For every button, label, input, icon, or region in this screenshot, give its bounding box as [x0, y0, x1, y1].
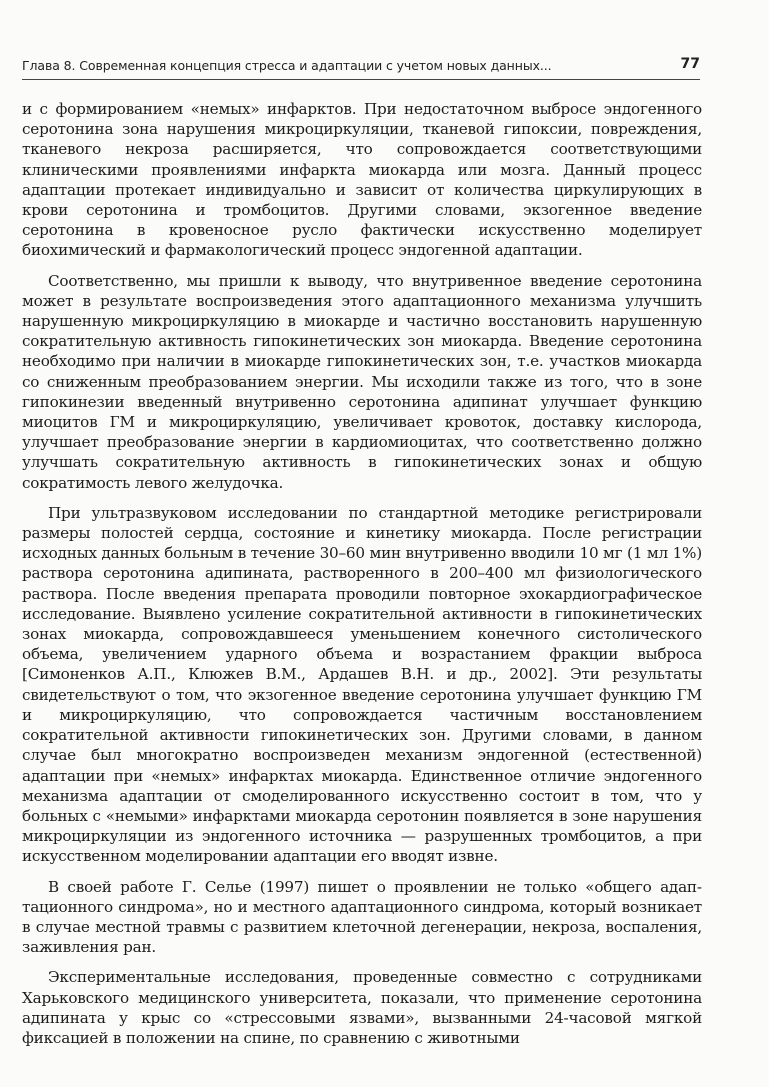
running-header: [22, 56, 700, 78]
paragraph-4: В своей работе Г. Селье (1997) пишет о проявлении не только «общего адаптационного синдрома», но и местного адаптационного синдрома, который возникает в случае местной травмы с развитием клеточной дегенерации, некроза, воспаления, заживления ран.: [22, 877, 702, 957]
body-text: [22, 99, 702, 1058]
paragraph-1: и с формированием «немых» инфарктов. При недостаточном выбросе эндогенного серотонина зона нарушения микроциркуляции, тканевой гипоксии, повреждения, тканевого некроза расширяется, что сопровождается соответствующими клиническими проявлениями инфаркта миокарда или мозга. Данный процесс адаптации протекает индивидуально и зависит от количества циркулирующих в крови серотонина и тромбоцитов. Другими словами, экзогенное введение серотонина в кровеносное русло фактически искусственно моделирует биохимический и фармакологический процесс эндогенной адаптации.: [22, 100, 702, 260]
paragraph-5: Экспериментальные исследования, проведенные совместно с сотрудниками Харьковского медицинского университета, показали, что применение серотонина адипината у крыс со «стрессовыми язвами», вызванными 24-часовой мягкой фиксацией в положении на спине, по сравнению с животными: [22, 968, 702, 1047]
chapter-title: Глава 8. Современная концепция стресса и адаптации с учетом новых данных...: [22, 58, 552, 73]
page-number: 77: [680, 56, 700, 72]
paragraph-2: Соответственно, мы пришли к выводу, что внутривенное введение серотонина может в результате воспроизведения этого адаптационного механизма улучшить нарушенную микроциркуляцию в миокарде и частично восстановить нарушенную сократительную активность гипокинетических зон миокарда. Введение серотонина необходимо при наличии в миокарде гипокинетических зон, т.е. участков миокарда со сниженным преобразованием энергии. Мы исходили также из того, что в зоне гипокинезии введенный внутривенно серотонина адипинат улучшает функцию миоцитов ГМ и микроциркуляцию, увеличивает кровоток, доставку кислорода, улучшает преобразование энергии в кардиомиоцитах, что соответственно должно улучшать сократительную активность в гипокинетических зонах и общую сократимость левого желудочка.: [22, 271, 702, 492]
header-divider: [22, 79, 700, 80]
paragraph-3: При ультразвуковом исследовании по стандартной методике регистрировали размеры полостей сердца, состояние и кинетику миокарда. После регистрации исходных данных больным в течение 30–60 мин внутривенно вводили 10 мг (1 мл 1%) раствора серотонина адипината, растворенного в 200–400 мл физиологического раствора. После введения препарата проводили повторное эхокардиографическое исследование. Выявлено усиление сократительной активности в гипокинетических зонах миокарда, сопровождавшееся уменьшением конечного систолического объема, увеличением ударного объема и возрастанием фракции выброса [Симоненков А.П., Клюжев В.М., Ардашев В.Н. и др., 2002]. Эти результаты свидетельствуют о том, что экзогенное введение серотонина улучшает функцию ГМ и микроциркуляцию, что сопровождается частичным восстановлением сократительной активности гипокинетических зон. Другими словами, в данном случае был многократно воспроизведен механизм эндогенной (естественной) адаптации при «немых» инфарктах миокарда. Единственное отличие эндогенного механизма адаптации от смоделированного искусственно состоит в том, что у больных с «немыми» инфарктами миокарда серотонин появляется в зоне нарушения микроциркуляции из эндогенного источника — разрушенных тромбоцитов, а при искусственном моделировании адаптации его вводят извне.: [22, 503, 702, 866]
